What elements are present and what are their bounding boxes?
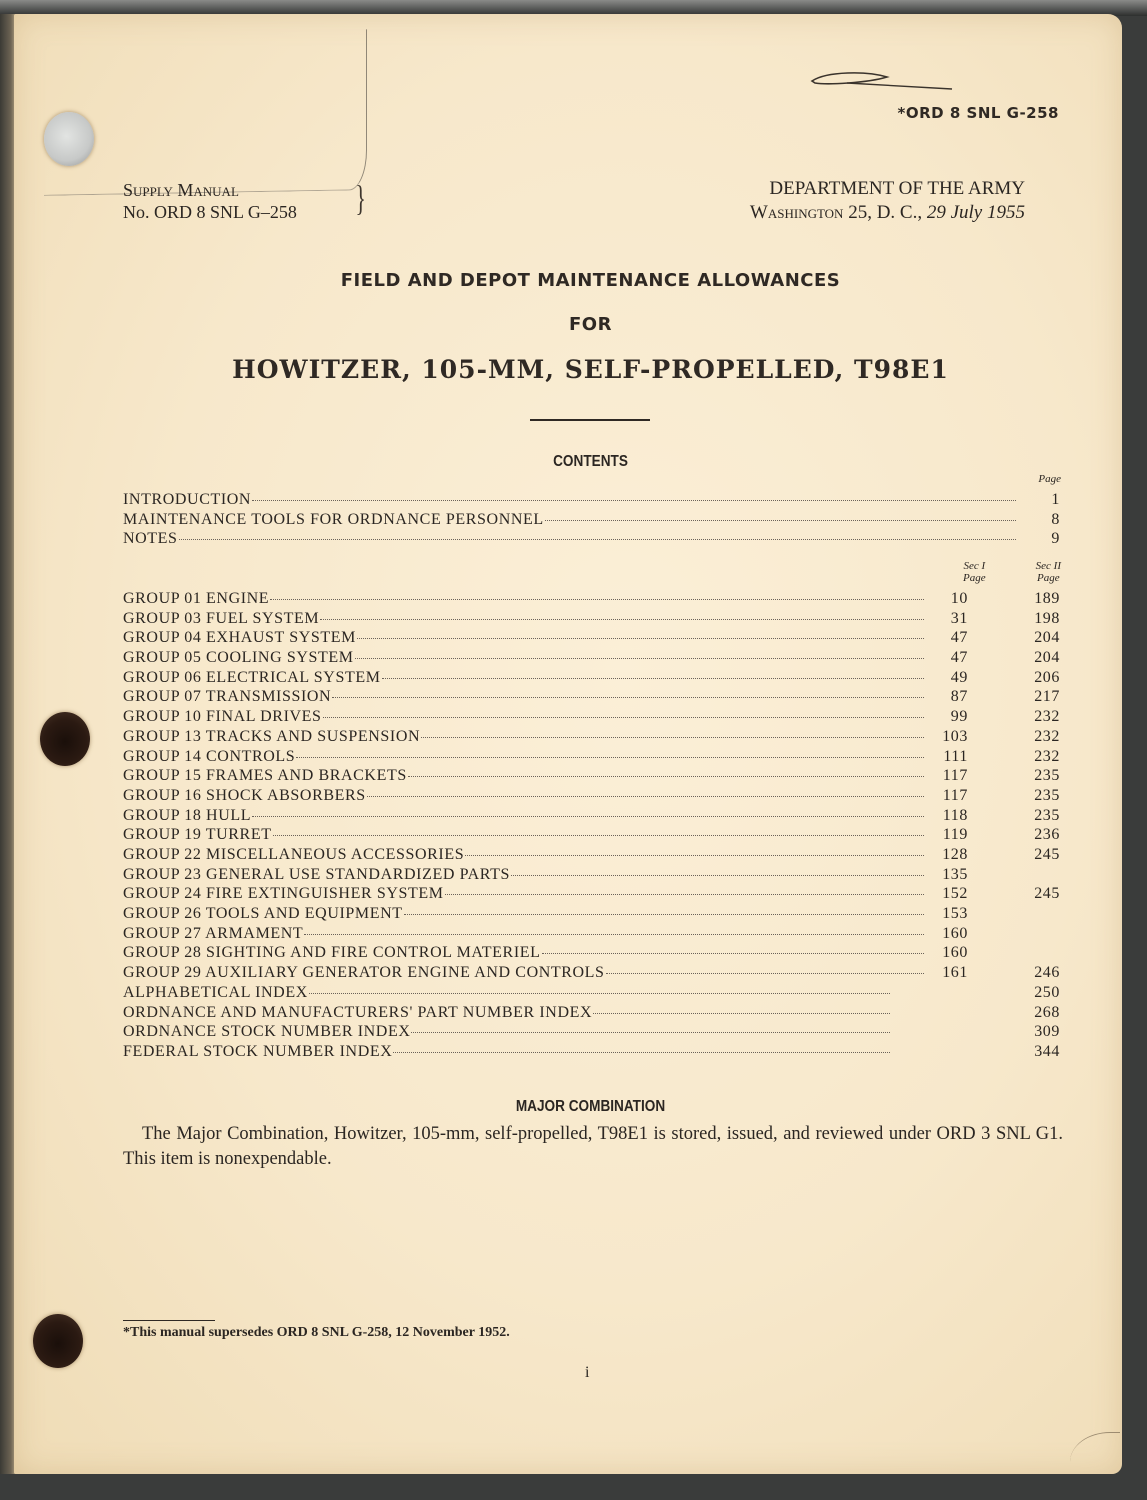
leader-dots — [542, 952, 924, 954]
index-label: FEDERAL STOCK NUMBER INDEX — [123, 1043, 393, 1061]
title-line-2: FOR — [569, 314, 612, 335]
leader-dots — [252, 499, 1016, 501]
supply-manual-block — [123, 179, 297, 223]
leader-dots — [323, 716, 924, 718]
leader-dots — [179, 538, 1016, 540]
toc-row[interactable] — [123, 687, 1060, 707]
toc-row[interactable] — [123, 865, 1060, 885]
issue-date: 29 July 1955 — [926, 202, 1025, 223]
toc-front-matter — [123, 490, 1060, 549]
leader-dots — [357, 637, 924, 639]
title-main: HOWITZER, 105-MM, SELF-PROPELLED, T98E1 — [232, 355, 949, 384]
sec1-header: Sec I Page — [963, 560, 986, 584]
group-label: GROUP 05 COOLING SYSTEM — [123, 649, 354, 667]
group-label: GROUP 27 ARMAMENT — [123, 924, 304, 942]
toc-row[interactable] — [123, 1042, 1060, 1062]
issuer-location: Washington 25, D. C., — [749, 202, 923, 223]
group-label: GROUP 07 TRANSMISSION — [123, 688, 332, 706]
sec2-page: 217 — [1034, 688, 1060, 706]
sec1-page: 47 — [950, 629, 968, 647]
leader-dots — [304, 933, 924, 935]
sec1-page: 47 — [950, 649, 968, 667]
group-label: GROUP 13 TRACKS AND SUSPENSION — [123, 727, 421, 745]
pencil-mark — [44, 29, 367, 196]
toc-row[interactable] — [123, 1003, 1060, 1023]
toc-row[interactable] — [123, 845, 1060, 865]
toc-row[interactable] — [123, 904, 1060, 924]
document-reference-number: *ORD 8 SNL G-258 — [897, 104, 1059, 122]
sec1-page: 117 — [942, 786, 968, 804]
toc-row[interactable] — [123, 668, 1060, 688]
brace-glyph: } — [355, 178, 366, 218]
footnote: *This manual supersedes ORD 8 SNL G-258, 12 November 1952. — [123, 1325, 510, 1340]
leader-dots — [545, 519, 1016, 521]
sec1-page: 135 — [942, 865, 968, 883]
index-page: 268 — [1034, 1003, 1060, 1021]
group-label: GROUP 24 FIRE EXTINGUISHER SYSTEM — [123, 885, 444, 903]
leader-dots — [465, 854, 924, 856]
index-label: ALPHABETICAL INDEX — [123, 984, 308, 1001]
leader-dots — [382, 677, 924, 679]
toc-row[interactable] — [123, 806, 1060, 826]
section-column-headers — [963, 560, 1061, 584]
group-label: GROUP 14 CONTROLS — [123, 747, 296, 765]
sec1-page: 160 — [942, 944, 968, 962]
group-label: GROUP 28 SIGHTING AND FIRE CONTROL MATERIEL — [123, 944, 541, 962]
supply-manual-label: Supply Manual — [123, 180, 239, 200]
sec2-header: Sec II Page — [1035, 560, 1061, 584]
group-label: GROUP 01 ENGINE — [123, 590, 270, 607]
toc-indexes — [123, 983, 1060, 1062]
leader-dots — [593, 1012, 890, 1014]
sec1-page: 87 — [950, 688, 968, 706]
major-combination-text: The Major Combination, Howitzer, 105-mm, self-propelled, T98E1 is stored, issued, and reviewed under ORD 3 SNL G1. This item is nonexpendable. — [123, 1124, 1063, 1169]
group-label: GROUP 10 FINAL DRIVES — [123, 708, 322, 726]
leader-dots — [404, 913, 924, 915]
toc-row[interactable] — [123, 1022, 1060, 1042]
group-label: GROUP 16 SHOCK ABSORBERS — [123, 786, 366, 804]
sec2-page: 235 — [1034, 786, 1060, 804]
sec1-page: 31 — [950, 609, 968, 627]
sec2-page: 206 — [1034, 668, 1060, 686]
sec2-page: 236 — [1034, 826, 1060, 844]
sec1-page: 128 — [942, 845, 968, 863]
leader-dots — [273, 834, 924, 836]
sec1-page: 152 — [942, 885, 968, 903]
punch-hole-bottom — [33, 1314, 83, 1368]
page-number: i — [585, 1364, 590, 1381]
toc-row[interactable] — [123, 589, 1060, 609]
sec2-page: 245 — [1034, 885, 1060, 903]
leader-dots — [320, 618, 924, 620]
toc-row[interactable] — [123, 628, 1060, 648]
leader-dots — [309, 992, 890, 994]
toc-row[interactable] — [123, 766, 1060, 786]
leader-dots — [332, 696, 924, 698]
sec2-page: 235 — [1034, 806, 1060, 824]
index-label: ORDNANCE STOCK NUMBER INDEX — [123, 1023, 411, 1041]
group-label: GROUP 18 HULL — [123, 806, 252, 824]
toc-row[interactable] — [123, 825, 1060, 845]
index-label: ORDNANCE AND MANUFACTURERS' PART NUMBER INDEX — [123, 1003, 593, 1021]
major-combination-heading: MAJOR COMBINATION — [515, 1098, 666, 1115]
group-label: GROUP 26 TOOLS AND EQUIPMENT — [123, 905, 403, 922]
leader-dots — [270, 598, 924, 600]
sec1-page: 103 — [942, 727, 968, 745]
sec1-page: 111 — [943, 747, 968, 765]
group-label: GROUP 22 MISCELLANEOUS ACCESSORIES — [123, 845, 465, 863]
sec2-page: 246 — [1034, 964, 1060, 982]
toc-row[interactable] — [123, 884, 1060, 904]
sec1-page: 153 — [942, 905, 968, 922]
toc-row[interactable]: MAINTENANCE TOOLS FOR ORDNANCE PERSONNEL 8 — [123, 510, 1060, 528]
footnote-rule — [123, 1320, 215, 1321]
leader-dots — [408, 775, 924, 777]
issuer-block — [750, 177, 1025, 225]
leader-dots — [411, 1031, 890, 1033]
sec1-page: 160 — [942, 924, 968, 942]
department-name: DEPARTMENT OF THE ARMY — [769, 178, 1025, 199]
leader-dots — [355, 657, 924, 659]
leader-dots — [445, 893, 924, 895]
group-label: GROUP 23 GENERAL USE STANDARDIZED PARTS — [123, 865, 510, 883]
sec2-page: 198 — [1034, 609, 1060, 627]
sec2-page: 189 — [1034, 590, 1060, 607]
punch-hole-top — [44, 112, 94, 166]
sec1-page: 161 — [942, 964, 968, 982]
leader-dots — [511, 874, 924, 876]
group-label: GROUP 04 EXHAUST SYSTEM — [123, 629, 356, 647]
leader-dots — [367, 795, 924, 797]
group-label: GROUP 29 AUXILIARY GENERATOR ENGINE AND CONTROLS — [123, 964, 605, 982]
title-line-1: FIELD AND DEPOT MAINTENANCE ALLOWANCES — [340, 270, 841, 291]
group-label: GROUP 19 TURRET — [123, 826, 272, 844]
group-label: GROUP 03 FUEL SYSTEM — [123, 609, 320, 627]
sec1-page: 117 — [942, 767, 968, 785]
group-label: GROUP 06 ELECTRICAL SYSTEM — [123, 668, 381, 686]
leader-dots — [393, 1051, 890, 1053]
toc-row[interactable] — [123, 707, 1060, 727]
toc-row[interactable] — [123, 747, 1060, 767]
leader-dots — [421, 736, 924, 738]
sec2-page: 235 — [1034, 767, 1060, 785]
sec2-page: 204 — [1034, 629, 1060, 647]
toc-row[interactable] — [123, 943, 1060, 963]
sec2-page: 232 — [1034, 708, 1060, 726]
toc-row[interactable]: NOTES 9 — [123, 530, 1060, 548]
index-page: 344 — [1034, 1043, 1060, 1061]
punch-hole-middle — [40, 712, 90, 766]
toc-row[interactable] — [123, 963, 1060, 983]
sec2-page: 204 — [1034, 649, 1060, 667]
toc-row[interactable] — [123, 727, 1060, 747]
leader-dots — [606, 972, 924, 974]
leader-dots — [296, 756, 924, 758]
sec1-page: 118 — [942, 806, 968, 824]
sec2-page: 232 — [1034, 747, 1060, 765]
toc-row[interactable] — [123, 786, 1060, 806]
supply-manual-number: No. ORD 8 SNL G–258 — [123, 202, 297, 222]
title-divider — [530, 419, 650, 421]
page-column-label: Page — [1038, 473, 1061, 485]
handwritten-scribble — [807, 69, 957, 94]
sec2-page: 232 — [1034, 727, 1060, 745]
sec1-page: 119 — [942, 826, 968, 844]
toc-row[interactable] — [123, 648, 1060, 668]
sec1-page: 99 — [950, 708, 968, 726]
sec1-page: 49 — [950, 668, 968, 686]
index-page: 309 — [1034, 1023, 1060, 1041]
toc-row[interactable] — [123, 924, 1060, 944]
sec1-page: 10 — [950, 590, 968, 607]
toc-row[interactable]: INTRODUCTION 1 — [123, 491, 1060, 508]
contents-heading: CONTENTS — [553, 453, 628, 470]
toc-groups — [123, 589, 1060, 983]
toc-row[interactable] — [123, 983, 1060, 1003]
index-page: 250 — [1034, 984, 1060, 1001]
leader-dots — [252, 815, 924, 817]
sec2-page: 245 — [1034, 845, 1060, 863]
group-label: GROUP 15 FRAMES AND BRACKETS — [123, 767, 407, 785]
toc-row[interactable] — [123, 609, 1060, 629]
